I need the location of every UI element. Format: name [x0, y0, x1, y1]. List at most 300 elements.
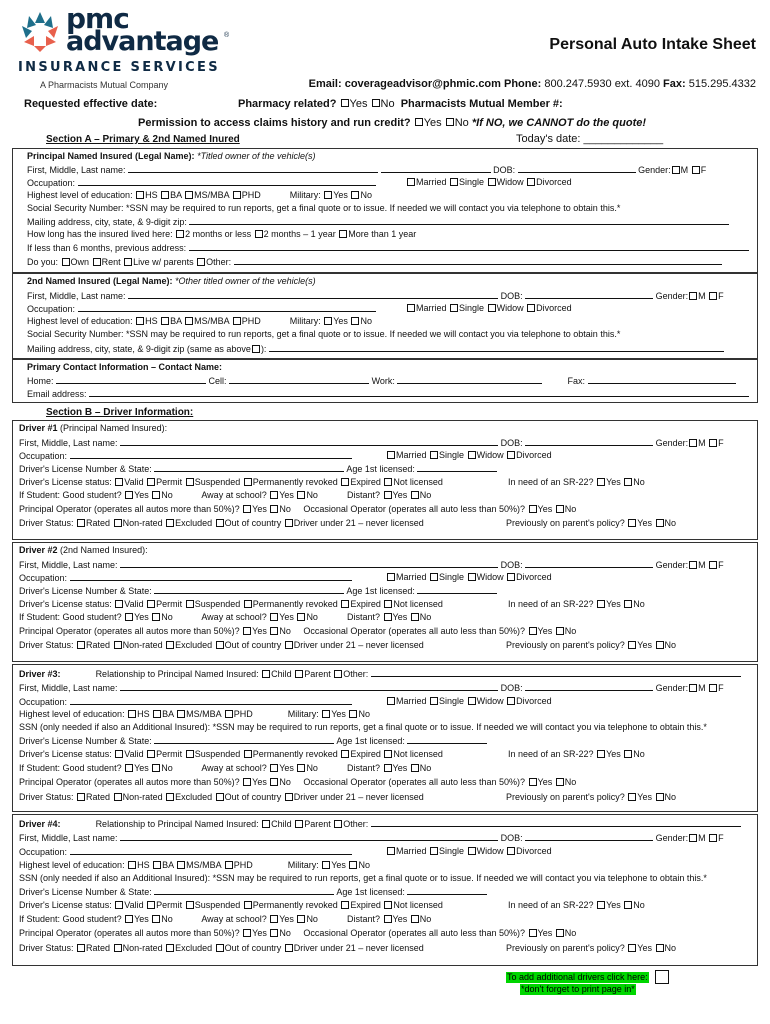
driver-1-student-row: If Student: Good student? Yes No Away at school? Yes No Distant? Yes No — [19, 490, 432, 500]
pni-military-no-checkbox[interactable] — [351, 191, 359, 199]
driver-4-m-checkbox[interactable] — [689, 834, 697, 842]
driver-1-driver-status-row: Driver Status: Rated Non-rated Excluded Out of country Driver under 21 – never licensed — [19, 518, 424, 528]
pni-previous-field[interactable] — [189, 242, 749, 251]
driver-2-nonrated-checkbox[interactable] — [114, 641, 122, 649]
driver-3-student-row: If Student: Good student? Yes No Away at school? Yes No Distant? Yes No — [19, 763, 432, 773]
driver-1-f-checkbox[interactable] — [709, 439, 717, 447]
driver-3-dob-field[interactable] — [525, 682, 653, 691]
driver-2-out-country-checkbox[interactable] — [216, 641, 224, 649]
driver-3-parent-checkbox[interactable] — [295, 670, 303, 678]
second-gender-m-checkbox[interactable] — [689, 292, 697, 300]
how-long-opt2-checkbox[interactable] — [255, 230, 263, 238]
no-warning: *If NO, we CANNOT do the quote! — [471, 117, 647, 129]
email-field[interactable] — [89, 388, 749, 397]
driver-1-divorced-checkbox[interactable] — [507, 451, 515, 459]
driver-2-principal-no-checkbox[interactable] — [270, 627, 278, 635]
driver-2-distant-yes-checkbox[interactable] — [384, 613, 392, 621]
driver-4-ba-checkbox[interactable] — [153, 861, 161, 869]
driver-4-principal-no-checkbox[interactable] — [270, 929, 278, 937]
driver-1-m-checkbox[interactable] — [689, 439, 697, 447]
driver-2-occupation-field[interactable] — [70, 572, 352, 581]
driver-4-status-row: Driver's License status: Valid Permit Suspended Permanently revoked Expired Not licensed — [19, 900, 443, 910]
second-ba-checkbox[interactable] — [161, 317, 169, 325]
effective-date-label: Requested effective date: — [24, 98, 158, 110]
driver-3-other-field[interactable] — [371, 668, 741, 677]
driver-2-parents-yes-checkbox[interactable] — [628, 641, 636, 649]
driver-1-occupation-row: Occupation: — [19, 450, 352, 462]
driver-4-away-no-checkbox[interactable] — [297, 915, 305, 923]
pni-mailing-field[interactable] — [189, 216, 729, 225]
driver-2-distant-no-checkbox[interactable] — [411, 613, 419, 621]
driver-3-age-field[interactable] — [407, 735, 487, 744]
pni-gender-f-checkbox[interactable] — [692, 166, 700, 174]
driver-3-name-field[interactable] — [120, 682, 498, 691]
cell-phone-field[interactable] — [229, 375, 369, 384]
pni-hs-checkbox[interactable] — [136, 191, 144, 199]
contact-email[interactable]: coverageadvisor@phmic.com — [344, 78, 501, 90]
driver-4-distant-yes-checkbox[interactable] — [384, 915, 392, 923]
driver-3-operator-row: Principal Operator (operates all autos more than 50%)? Yes No Occasional Operator (operates all auto less than 50%)? Yes No — [19, 777, 577, 787]
driver-4-license-row: Driver's License Number & State: Age 1st licensed: — [19, 886, 487, 898]
driver-3-out-country-checkbox[interactable] — [216, 793, 224, 801]
driver-1-distant-no-checkbox[interactable] — [411, 491, 419, 499]
driver-2-revoked-checkbox[interactable] — [244, 600, 252, 608]
driver-3-parents: Previously on parent's policy? Yes No — [506, 792, 677, 802]
driver-3-good-no-checkbox[interactable] — [152, 764, 160, 772]
driver-3-divorced-checkbox[interactable] — [507, 697, 515, 705]
driver-3-sr22-yes-checkbox[interactable] — [597, 750, 605, 758]
driver-3-distant-yes-checkbox[interactable] — [384, 764, 392, 772]
driver-1-rated-checkbox[interactable] — [77, 519, 85, 527]
same-as-above-checkbox[interactable] — [252, 345, 260, 353]
section-a-title: Section A – Primary & 2nd Named Inured — [46, 134, 240, 145]
driver-1-good-no-checkbox[interactable] — [152, 491, 160, 499]
second-hs-checkbox[interactable] — [136, 317, 144, 325]
driver-1-permit-checkbox[interactable] — [147, 478, 155, 486]
driver-1-occasional-no-checkbox[interactable] — [556, 505, 564, 513]
driver-4-expired-checkbox[interactable] — [341, 901, 349, 909]
member-number-label: Pharmacists Mutual Member #: — [400, 98, 563, 110]
driver-4-under21-checkbox[interactable] — [285, 944, 293, 952]
pni-block: Principal Named Insured (Legal Name): *Titled owner of the vehicle(s) — [27, 151, 316, 161]
driver-1-license-row: Driver's License Number & State: Age 1st licensed: — [19, 463, 497, 475]
driver-1-suspended-checkbox[interactable] — [186, 478, 194, 486]
pni-ms-checkbox[interactable] — [185, 191, 193, 199]
driver-4-revoked-checkbox[interactable] — [244, 901, 252, 909]
driver-2-name-row: First, Middle, Last name: DOB: Gender: M F — [19, 560, 724, 570]
pni-ba-checkbox[interactable] — [161, 191, 169, 199]
driver-2-rated-checkbox[interactable] — [77, 641, 85, 649]
second-occupation-row: Occupation: — [27, 303, 376, 315]
driver-1-sr22-yes-checkbox[interactable] — [597, 478, 605, 486]
driver-3-parents-yes-checkbox[interactable] — [628, 793, 636, 801]
driver-4-f-checkbox[interactable] — [709, 834, 717, 842]
driver-2-dob-field[interactable] — [525, 559, 653, 568]
driver-3-f-checkbox[interactable] — [709, 684, 717, 692]
second-ms-checkbox[interactable] — [185, 317, 193, 325]
driver-1-status-row: Driver's License status: Valid Permit Suspended Permanently revoked Expired Not licensed — [19, 477, 443, 487]
driver-3-ba-checkbox[interactable] — [153, 710, 161, 718]
pni-name-field[interactable] — [128, 164, 378, 173]
driver-4-principal-yes-checkbox[interactable] — [243, 929, 251, 937]
contact-email-row: Email address: — [27, 388, 749, 400]
driver-4-occupation-field[interactable] — [70, 846, 352, 855]
driver-2-divorced-checkbox[interactable] — [507, 573, 515, 581]
pni-gender-m-checkbox[interactable] — [672, 166, 680, 174]
driver-2-title: Driver #2 (2nd Named Insured): — [19, 545, 148, 555]
driver-2-under21-checkbox[interactable] — [285, 641, 293, 649]
driver-3-title-row: Driver #3: Relationship to Principal Named Insured: Child Parent Other: — [19, 668, 741, 680]
driver-4-parent-checkbox[interactable] — [295, 820, 303, 828]
driver-1-occupation-field[interactable] — [70, 450, 352, 459]
second-military-yes-checkbox[interactable] — [324, 317, 332, 325]
driver-2-single-checkbox[interactable] — [430, 573, 438, 581]
driver-4-education-row: Highest level of education: HS BA MS/MBA PHD Military: Yes No — [19, 860, 370, 870]
driver-3-suspended-checkbox[interactable] — [186, 750, 194, 758]
driver-4-valid-checkbox[interactable] — [115, 901, 123, 909]
driver-3-principal-yes-checkbox[interactable] — [243, 778, 251, 786]
driver-4-occasional-yes-checkbox[interactable] — [529, 929, 537, 937]
driver-3-ssn-row: SSN (only needed if also an Additional Insured): *SSN may be required to run reports, get a final quote or to issue. If needed we will contact you via telephone to obtain this.* — [19, 722, 707, 732]
driver-1-title: Driver #1 (Principal Named Insured): — [19, 423, 168, 433]
second-education-row: Highest level of education: HS BA MS/MBA PHD Military: Yes No — [27, 316, 372, 326]
driver-2-valid-checkbox[interactable] — [115, 600, 123, 608]
driver-1-good-yes-checkbox[interactable] — [125, 491, 133, 499]
driver-1-age-field[interactable] — [417, 463, 497, 472]
driver-2-driver-status-row: Driver Status: Rated Non-rated Excluded Out of country Driver under 21 – never licensed — [19, 640, 424, 650]
driver-4-sr22: In need of an SR-22? Yes No — [508, 900, 645, 910]
driver-3-revoked-checkbox[interactable] — [244, 750, 252, 758]
driver-4-dob-field[interactable] — [525, 832, 653, 841]
do-you-other-field[interactable] — [234, 256, 722, 265]
driver-1-excluded-checkbox[interactable] — [166, 519, 174, 527]
driver-4-not-licensed-checkbox[interactable] — [384, 901, 392, 909]
pni-previous-row: If less than 6 months, previous address: — [27, 242, 749, 254]
driver-4-good-yes-checkbox[interactable] — [125, 915, 133, 923]
contact-info-title: Primary Contact Information – Contact Name: — [27, 362, 223, 372]
second-divorced-checkbox[interactable] — [527, 304, 535, 312]
driver-3-license-row: Driver's License Number & State: Age 1st licensed: — [19, 735, 487, 747]
print-note: *don't forget to print page in* — [521, 984, 635, 994]
driver-1-sr22: In need of an SR-22? Yes No — [508, 477, 645, 487]
driver-1-license-field[interactable] — [154, 463, 344, 472]
driver-4-widow-checkbox[interactable] — [468, 847, 476, 855]
driver-4-good-no-checkbox[interactable] — [152, 915, 160, 923]
second-widow-checkbox[interactable] — [488, 304, 496, 312]
driver-4-name-row: First, Middle, Last name: DOB: Gender: M F — [19, 833, 724, 843]
pni-occupation-row: Occupation: — [27, 177, 376, 189]
logo — [18, 2, 230, 90]
driver-3-away-yes-checkbox[interactable] — [270, 764, 278, 772]
driver-4-name-field[interactable] — [120, 832, 498, 841]
driver-1-principal-yes-checkbox[interactable] — [243, 505, 251, 513]
driver-4-military-yes-checkbox[interactable] — [322, 861, 330, 869]
driver-4-suspended-checkbox[interactable] — [186, 901, 194, 909]
driver-4-away-yes-checkbox[interactable] — [270, 915, 278, 923]
driver-4-single-checkbox[interactable] — [430, 847, 438, 855]
driver-2-student-row: If Student: Good student? Yes No Away at school? Yes No Distant? Yes No — [19, 612, 432, 622]
driver-4-title-row: Driver #4: Relationship to Principal Named Insured: Child Parent Other: — [19, 818, 741, 830]
work-phone-field[interactable] — [397, 375, 542, 384]
driver-3-marital-row: Married Single Widow Divorced — [386, 696, 552, 707]
driver-4-divorced-checkbox[interactable] — [507, 847, 515, 855]
add-drivers-link[interactable]: To add additional drivers click here: — [507, 972, 648, 982]
driver-4-sr22-yes-checkbox[interactable] — [597, 901, 605, 909]
contact-line: Email: coverageadvisor@phmic.com Phone: 800.247.5930 ext. 4090 Fax: 515.295.4332 — [308, 78, 756, 90]
pharmacy-no-checkbox[interactable] — [372, 99, 380, 107]
driver-4-parents-no-checkbox[interactable] — [656, 944, 664, 952]
driver-2-sr22-yes-checkbox[interactable] — [597, 600, 605, 608]
second-ssn-row: Social Security Number: *SSN may be required to run reports, get a final quote or to issue. If needed we will contact you via telephone to obtain this.* — [27, 329, 621, 339]
logo-insurance-services: INSURANCE SERVICES — [18, 60, 220, 75]
driver-1-not-licensed-checkbox[interactable] — [384, 478, 392, 486]
permission-yes-checkbox[interactable] — [415, 118, 423, 126]
driver-2-occasional-no-checkbox[interactable] — [556, 627, 564, 635]
driver-1-principal-no-checkbox[interactable] — [270, 505, 278, 513]
driver-4-parents-yes-checkbox[interactable] — [628, 944, 636, 952]
driver-2-away-yes-checkbox[interactable] — [270, 613, 278, 621]
driver-4-age-field[interactable] — [407, 886, 487, 895]
pharmacy-related: Pharmacy related? Yes No Pharmacists Mutual Member #: — [238, 98, 563, 110]
driver-2-license-row: Driver's License Number & State: Age 1st licensed: — [19, 585, 497, 597]
driver-3-parents-no-checkbox[interactable] — [656, 793, 664, 801]
driver-2-suspended-checkbox[interactable] — [186, 600, 194, 608]
logo-pmc: pmc — [66, 2, 129, 35]
pmc-logo-mark-icon — [18, 10, 62, 54]
second-name-field[interactable] — [128, 290, 498, 299]
driver-2-married-checkbox[interactable] — [387, 573, 395, 581]
driver-4-military-no-checkbox[interactable] — [349, 861, 357, 869]
add-drivers-checkbox[interactable] — [655, 970, 669, 984]
permission-line: Permission to access claims history and run credit? Yes No *If NO, we CANNOT do the quote! — [138, 117, 647, 129]
second-gender-f-checkbox[interactable] — [709, 292, 717, 300]
driver-2-operator-row: Principal Operator (operates all autos more than 50%)? Yes No Occasional Operator (operates all auto less than 50%)? Yes No — [19, 626, 577, 636]
second-marital-row: Married Single Widow Divorced — [406, 303, 572, 314]
how-long-opt1-checkbox[interactable] — [176, 230, 184, 238]
pni-marital-row: Married Single Widow Divorced — [406, 177, 572, 188]
driver-4-distant-no-checkbox[interactable] — [411, 915, 419, 923]
driver-1-widow-checkbox[interactable] — [468, 451, 476, 459]
contact-phones-row: Home: Cell: Work: Fax: — [27, 375, 736, 387]
driver-3-military-yes-checkbox[interactable] — [322, 710, 330, 718]
driver-2-f-checkbox[interactable] — [709, 561, 717, 569]
driver-3-rated-checkbox[interactable] — [77, 793, 85, 801]
pni-military-yes-checkbox[interactable] — [324, 191, 332, 199]
driver-1-name-row: First, Middle, Last name: DOB: Gender: M F — [19, 438, 724, 448]
pni-dob-field[interactable] — [518, 164, 636, 173]
pni-ssn-row: Social Security Number: *SSN may be required to run reports, get a final quote or to issue. If needed we will contact you via telephone to obtain this.* — [27, 203, 621, 213]
driver-3-occasional-yes-checkbox[interactable] — [529, 778, 537, 786]
driver-4-driver-status-row: Driver Status: Rated Non-rated Excluded Out of country Driver under 21 – never licensed — [19, 943, 424, 953]
driver-2-good-no-checkbox[interactable] — [152, 613, 160, 621]
driver-4-occupation-row: Occupation: — [19, 846, 352, 858]
driver-3-away-no-checkbox[interactable] — [297, 764, 305, 772]
pni-how-long-row: How long has the insured lived here: 2 months or less 2 months – 1 year More than 1 year — [27, 229, 417, 239]
second-single-checkbox[interactable] — [450, 304, 458, 312]
pni-phd-checkbox[interactable] — [233, 191, 241, 199]
driver-2-principal-yes-checkbox[interactable] — [243, 627, 251, 635]
driver-3-child-checkbox[interactable] — [262, 670, 270, 678]
driver-4-hs-checkbox[interactable] — [128, 861, 136, 869]
pharmacy-yes-checkbox[interactable] — [341, 99, 349, 107]
driver-3-nonrated-checkbox[interactable] — [114, 793, 122, 801]
rent-checkbox[interactable] — [93, 258, 101, 266]
driver-2-age-field[interactable] — [417, 585, 497, 594]
driver-4-ms-checkbox[interactable] — [177, 861, 185, 869]
driver-2-license-field[interactable] — [154, 585, 344, 594]
driver-1-out-country-checkbox[interactable] — [216, 519, 224, 527]
driver-1-valid-checkbox[interactable] — [115, 478, 123, 486]
fax-field[interactable] — [588, 375, 736, 384]
driver-3-hs-checkbox[interactable] — [128, 710, 136, 718]
driver-3-other-checkbox[interactable] — [334, 670, 342, 678]
driver-2-name-field[interactable] — [120, 559, 498, 568]
driver-4-other-checkbox[interactable] — [334, 820, 342, 828]
second-mailing-row: Mailing address, city, state, & 9-digit zip (same as above ): — [27, 343, 724, 355]
driver-4-other-field[interactable] — [371, 818, 741, 827]
driver-4-married-checkbox[interactable] — [387, 847, 395, 855]
driver-1-single-checkbox[interactable] — [430, 451, 438, 459]
second-military-no-checkbox[interactable] — [351, 317, 359, 325]
driver-1-distant-yes-checkbox[interactable] — [384, 491, 392, 499]
driver-1-marital-row: Married Single Widow Divorced — [386, 450, 552, 461]
driver-3-driver-status-row: Driver Status: Rated Non-rated Excluded Out of country Driver under 21 – never licensed — [19, 792, 424, 802]
driver-3-military-no-checkbox[interactable] — [349, 710, 357, 718]
driver-3-status-row: Driver's License status: Valid Permit Suspended Permanently revoked Expired Not licensed — [19, 749, 443, 759]
driver-4-parents: Previously on parent's policy? Yes No — [506, 943, 677, 953]
pni-occupation-field[interactable] — [78, 177, 376, 186]
driver-3-married-checkbox[interactable] — [387, 697, 395, 705]
driver-1-name-field[interactable] — [120, 437, 498, 446]
driver-2-good-yes-checkbox[interactable] — [125, 613, 133, 621]
pni-divorced-checkbox[interactable] — [527, 178, 535, 186]
driver-2-expired-checkbox[interactable] — [341, 600, 349, 608]
driver-4-excluded-checkbox[interactable] — [166, 944, 174, 952]
driver-1-occasional-yes-checkbox[interactable] — [529, 505, 537, 513]
driver-4-permit-checkbox[interactable] — [147, 901, 155, 909]
driver-1-sr22-no-checkbox[interactable] — [624, 478, 632, 486]
pni-mailing-row: Mailing address, city, state, & 9-digit zip: — [27, 216, 729, 228]
driver-2-widow-checkbox[interactable] — [468, 573, 476, 581]
live-parents-checkbox[interactable] — [124, 258, 132, 266]
driver-4-rated-checkbox[interactable] — [77, 944, 85, 952]
driver-2-sr22-no-checkbox[interactable] — [624, 600, 632, 608]
second-mailing-field[interactable] — [269, 343, 724, 352]
driver-1-under21-checkbox[interactable] — [285, 519, 293, 527]
driver-4-phd-checkbox[interactable] — [225, 861, 233, 869]
driver-2-occupation-row: Occupation: — [19, 572, 352, 584]
driver-2-away-no-checkbox[interactable] — [297, 613, 305, 621]
driver-3-permit-checkbox[interactable] — [147, 750, 155, 758]
driver-4-nonrated-checkbox[interactable] — [114, 944, 122, 952]
driver-1-parents: Previously on parent's policy? Yes No — [506, 518, 677, 528]
how-long-opt3-checkbox[interactable] — [339, 230, 347, 238]
second-occupation-field[interactable] — [78, 303, 376, 312]
driver-1-revoked-checkbox[interactable] — [244, 478, 252, 486]
driver-1-married-checkbox[interactable] — [387, 451, 395, 459]
pni-married-checkbox[interactable] — [407, 178, 415, 186]
driver-2-m-checkbox[interactable] — [689, 561, 697, 569]
driver-2-sr22: In need of an SR-22? Yes No — [508, 599, 645, 609]
driver-3-expired-checkbox[interactable] — [341, 750, 349, 758]
driver-3-occupation-row: Occupation: — [19, 696, 352, 708]
driver-1-parents-yes-checkbox[interactable] — [628, 519, 636, 527]
driver-3-principal-no-checkbox[interactable] — [270, 778, 278, 786]
pni-widow-checkbox[interactable] — [488, 178, 496, 186]
driver-1-parents-no-checkbox[interactable] — [656, 519, 664, 527]
driver-4-occasional-no-checkbox[interactable] — [556, 929, 564, 937]
own-checkbox[interactable] — [62, 258, 70, 266]
driver-2-marital-row: Married Single Widow Divorced — [386, 572, 552, 583]
driver-4-marital-row: Married Single Widow Divorced — [386, 846, 552, 857]
contact-fax: 515.295.4332 — [688, 78, 756, 90]
driver-3-sr22-no-checkbox[interactable] — [624, 750, 632, 758]
driver-1-away-yes-checkbox[interactable] — [270, 491, 278, 499]
driver-3-occasional-no-checkbox[interactable] — [556, 778, 564, 786]
driver-3-single-checkbox[interactable] — [430, 697, 438, 705]
driver-3-not-licensed-checkbox[interactable] — [384, 750, 392, 758]
home-phone-field[interactable] — [56, 375, 206, 384]
driver-4-sr22-no-checkbox[interactable] — [624, 901, 632, 909]
driver-4-child-checkbox[interactable] — [262, 820, 270, 828]
driver-3-under21-checkbox[interactable] — [285, 793, 293, 801]
driver-4-ssn-row: SSN (only needed if also an Additional Insured): *SSN may be required to run reports, get a final quote or to issue. If needed we will contact you via telephone to obtain this.* — [19, 873, 707, 883]
driver-2-permit-checkbox[interactable] — [147, 600, 155, 608]
driver-3-valid-checkbox[interactable] — [115, 750, 123, 758]
driver-2-parents: Previously on parent's policy? Yes No — [506, 640, 677, 650]
pni-education-row: Highest level of education: HS BA MS/MBA PHD Military: Yes No — [27, 190, 372, 200]
driver-1-away-no-checkbox[interactable] — [297, 491, 305, 499]
second-dob-field[interactable] — [525, 290, 653, 299]
second-title: 2nd Named Insured (Legal Name): *Other titled owner of the vehicle(s) — [27, 276, 316, 286]
driver-2-not-licensed-checkbox[interactable] — [384, 600, 392, 608]
driver-3-good-yes-checkbox[interactable] — [125, 764, 133, 772]
driver-3-occupation-field[interactable] — [70, 696, 352, 705]
driver-4-operator-row: Principal Operator (operates all autos more than 50%)? Yes No Occasional Operator (operates all auto less than 50%)? Yes No — [19, 928, 577, 938]
driver-1-nonrated-checkbox[interactable] — [114, 519, 122, 527]
driver-4-license-field[interactable] — [154, 886, 334, 895]
driver-3-license-field[interactable] — [154, 735, 334, 744]
driver-3-widow-checkbox[interactable] — [468, 697, 476, 705]
driver-2-occasional-yes-checkbox[interactable] — [529, 627, 537, 635]
other-checkbox[interactable] — [197, 258, 205, 266]
driver-3-excluded-checkbox[interactable] — [166, 793, 174, 801]
contact-phone: 800.247.5930 ext. 4090 — [544, 78, 660, 90]
second-phd-checkbox[interactable] — [233, 317, 241, 325]
driver-1-dob-field[interactable] — [525, 437, 653, 446]
driver-1-expired-checkbox[interactable] — [341, 478, 349, 486]
driver-2-status-row: Driver's License status: Valid Permit Suspended Permanently revoked Expired Not licensed — [19, 599, 443, 609]
driver-3-distant-no-checkbox[interactable] — [411, 764, 419, 772]
pni-single-checkbox[interactable] — [450, 178, 458, 186]
driver-3-m-checkbox[interactable] — [689, 684, 697, 692]
driver-3-education-row: Highest level of education: HS BA MS/MBA PHD Military: Yes No — [19, 709, 370, 719]
driver-3-phd-checkbox[interactable] — [225, 710, 233, 718]
logo-advantage: advantage — [66, 26, 219, 57]
driver-1-operator-row: Principal Operator (operates all autos more than 50%)? Yes No Occasional Operator (operates all auto less than 50%)? Yes No — [19, 504, 577, 514]
driver-4-student-row: If Student: Good student? Yes No Away at school? Yes No Distant? Yes No — [19, 914, 432, 924]
driver-4-out-country-checkbox[interactable] — [216, 944, 224, 952]
logo-registered: ® — [224, 32, 230, 39]
driver-2-excluded-checkbox[interactable] — [166, 641, 174, 649]
driver-2-parents-no-checkbox[interactable] — [656, 641, 664, 649]
driver-3-sr22: In need of an SR-22? Yes No — [508, 749, 645, 759]
permission-no-checkbox[interactable] — [446, 118, 454, 126]
page-title: Personal Auto Intake Sheet — [549, 36, 756, 53]
second-married-checkbox[interactable] — [407, 304, 415, 312]
driver-3-ms-checkbox[interactable] — [177, 710, 185, 718]
driver-3-name-row: First, Middle, Last name: DOB: Gender: M F — [19, 683, 724, 693]
